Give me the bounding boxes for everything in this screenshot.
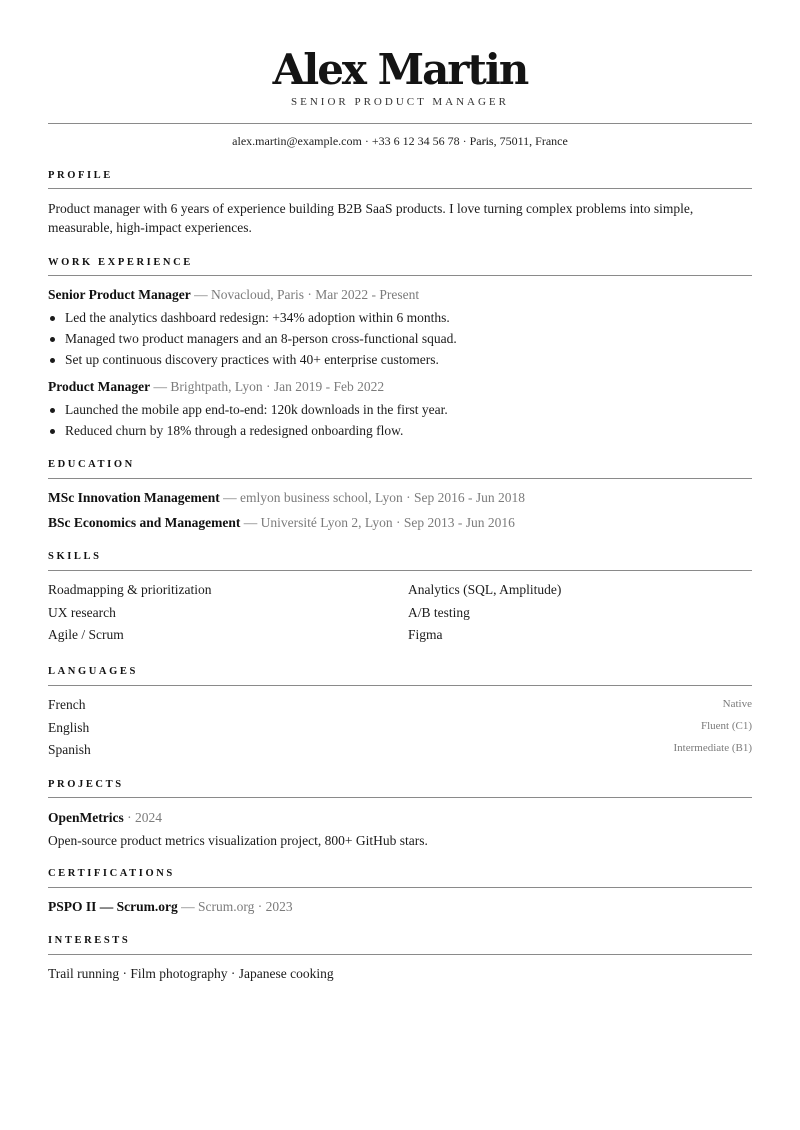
job-role: Product Manager — [48, 379, 151, 394]
education-item — [48, 513, 752, 532]
section-divider — [48, 954, 752, 955]
language-name: French — [48, 697, 86, 712]
section-divider — [48, 478, 752, 479]
language-level: Intermediate (B1) — [673, 742, 752, 754]
language-level: Fluent (C1) — [700, 720, 752, 732]
language-name: Spanish — [48, 742, 91, 757]
skill-item: Analytics (SQL, Amplitude) — [408, 582, 562, 597]
contact-line: alex.martin@example.com · +33 6 12 34 56 78 · Paris, 75011, France — [232, 134, 568, 148]
profile-text-line: Product manager with 6 years of experience building B2B SaaS products. I love turning complex problems into simple, — [48, 201, 694, 216]
bullet-text: Managed two product managers and an 8-person cross-functional squad. — [65, 331, 457, 346]
degree-meta: — Université Lyon 2, Lyon · Sep 2013 - Jun 2016 — [243, 515, 515, 530]
bullet-icon — [50, 358, 55, 363]
interests-text: Trail running · Film photography · Japanese cooking — [48, 966, 334, 981]
section-title-education: EDUCATION — [48, 459, 135, 470]
job-heading — [48, 377, 752, 396]
job-heading — [48, 285, 752, 304]
profile-text-line: measurable, high-impact experiences. — [48, 220, 252, 235]
bullet-icon — [50, 337, 55, 342]
certification-item — [48, 897, 752, 916]
education-item — [48, 488, 752, 507]
project-description: Open-source product metrics visualization project, 800+ GitHub stars. — [48, 833, 428, 848]
language-name: English — [48, 720, 90, 735]
project-heading — [48, 808, 752, 827]
bullet-text: Launched the mobile app end-to-end: 120k downloads in the first year. — [65, 402, 448, 417]
section-title-experience: WORK EXPERIENCE — [48, 257, 193, 268]
section-divider — [48, 570, 752, 571]
job-meta: — Novacloud, Paris · Mar 2022 - Present — [194, 287, 420, 302]
candidate-name: Alex Martin — [272, 45, 528, 94]
project-year: · 2024 — [127, 810, 162, 825]
bullet-icon — [50, 316, 55, 321]
section-divider — [48, 188, 752, 189]
section-title-interests: INTERESTS — [48, 935, 131, 946]
section-divider — [48, 797, 752, 798]
language-level: Native — [722, 698, 752, 710]
section-divider — [48, 685, 752, 686]
bullet-icon — [50, 429, 55, 434]
section-title-certifications: CERTIFICATIONS — [48, 868, 175, 879]
degree-meta: — emlyon business school, Lyon · Sep 2016 - Jun 2018 — [223, 490, 525, 505]
section-title-projects: PROJECTS — [48, 779, 124, 790]
candidate-role: SENIOR PRODUCT MANAGER — [291, 96, 509, 108]
skill-item: Figma — [408, 627, 443, 642]
bullet-icon — [50, 408, 55, 413]
section-divider — [48, 887, 752, 888]
section-title-languages: LANGUAGES — [48, 666, 138, 677]
project-name: OpenMetrics — [48, 810, 124, 825]
skill-item: UX research — [48, 605, 116, 620]
bullet-text: Reduced churn by 18% through a redesigned onboarding flow. — [65, 423, 404, 438]
section-divider — [48, 275, 752, 276]
skill-item: Roadmapping & prioritization — [48, 582, 212, 597]
degree-name: BSc Economics and Management — [48, 515, 241, 530]
skill-item: Agile / Scrum — [48, 627, 124, 642]
header-divider — [48, 123, 752, 124]
bullet-text: Led the analytics dashboard redesign: +34% adoption within 6 months. — [65, 310, 450, 325]
section-title-skills: SKILLS — [48, 551, 102, 562]
job-role: Senior Product Manager — [48, 287, 191, 302]
job-meta: — Brightpath, Lyon · Jan 2019 - Feb 2022 — [153, 379, 385, 394]
section-title-profile: PROFILE — [48, 170, 113, 181]
bullet-text: Set up continuous discovery practices with 40+ enterprise customers. — [65, 352, 439, 367]
certification-meta: — Scrum.org · 2023 — [181, 899, 293, 914]
degree-name: MSc Innovation Management — [48, 490, 220, 505]
skill-item: A/B testing — [408, 605, 470, 620]
certification-name: PSPO II — Scrum.org — [48, 899, 178, 914]
